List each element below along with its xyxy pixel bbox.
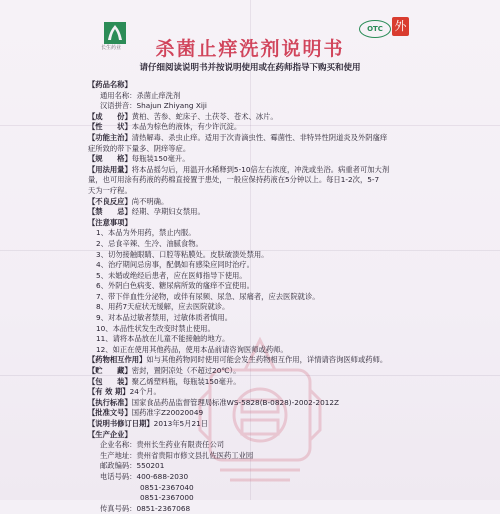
address-label: 生产地址： [100, 450, 137, 460]
otc-badge: OTC [359, 20, 391, 38]
interaction-value: 如与其他药物同时使用可能会发生药物相互作用，详情请咨询医师或药师。 [146, 355, 388, 365]
leaflet-content [88, 80, 428, 514]
package-value: 聚乙烯塑料瓶，每瓶装150毫升。 [131, 376, 241, 386]
postcode-value: 550201 [136, 461, 165, 471]
properties-label: 【性 状】 [88, 122, 132, 132]
postcode-row [88, 461, 428, 472]
function-value-1: 清热解毒、杀虫止痒。适用于次青滴虫性、霉菌性、非特异性阴道炎及外阴瘙痒 [131, 132, 388, 142]
generic-name-row [88, 91, 428, 102]
note-item: 5、未婚或绝经后患者，应在医师指导下使用。 [96, 270, 247, 280]
standard-label: 【执行标准】 [88, 397, 132, 407]
pinyin-value: Shajun Zhiyang Xiji [136, 101, 207, 111]
contra-row [88, 207, 428, 218]
function-label: 【功能主治】 [88, 132, 132, 142]
phone-label: 电话号码： [100, 471, 137, 481]
generic-name-label: 通用名称： [100, 90, 137, 100]
phone-value-1: 400-688-2030 [136, 471, 189, 481]
function-value-2: 症所致的带下量多、阴痒等症。 [88, 143, 191, 153]
standard-row [88, 398, 428, 409]
phone-value-2: 0851-2367040 [140, 482, 194, 492]
note-item: 12、如正在使用其他药品，使用本品前请咨询医师或药师。 [96, 344, 288, 354]
properties-value: 本品为棕色的液体，有少许沉淀。 [131, 122, 242, 132]
pinyin-label: 汉语拼音： [100, 101, 137, 111]
address-row [88, 451, 428, 462]
phone-row [88, 472, 428, 483]
package-label: 【包 装】 [88, 376, 132, 386]
company-value: 贵州长生药业有限责任公司 [136, 440, 225, 450]
usage-label: 【用法用量】 [88, 164, 132, 174]
validity-label: 【有 效 期】 [88, 387, 130, 397]
logo-caption: 长生药业 [101, 45, 122, 51]
storage-label: 【贮 藏】 [88, 366, 132, 376]
approval-row [88, 408, 428, 419]
ingredients-label: 【成 份】 [88, 111, 132, 121]
note-item: 1、本品为外用药，禁止内服。 [96, 228, 196, 238]
spec-value: 每瓶装150毫升。 [131, 154, 190, 164]
note-item: 11、请将本品放在儿童不能接触的地方。 [96, 334, 230, 344]
maker-heading: 【生产企业】 [88, 429, 132, 439]
leaflet-subtitle: 请仔细阅读说明书并按说明使用或在药师指导下购买和使用 [139, 63, 361, 73]
ingredients-value: 黄柏、苦参、蛇床子、土茯苓、苍术、冰片。 [131, 111, 278, 121]
interaction-row [88, 355, 428, 366]
postcode-label: 邮政编码： [100, 461, 137, 471]
note-item: 6、外阴白色病变、糖尿病所致的瘙痒不宜使用。 [96, 281, 254, 291]
company-label: 企业名称： [100, 440, 137, 450]
revision-row [88, 419, 428, 430]
note-item: 8、用药7天症状无缓解，应去医院就诊。 [96, 302, 230, 312]
storage-row [88, 366, 428, 377]
revision-label: 【说明书修订日期】 [88, 419, 154, 428]
fax-value: 0851-2367068 [136, 503, 191, 513]
adverse-label: 【不良反应】 [88, 196, 132, 206]
revision-value: 2013年5月21日 [153, 419, 209, 428]
ingredients-row [88, 112, 428, 123]
properties-row [88, 122, 428, 133]
leaflet-title: 杀菌止痒洗剂说明书 [155, 38, 345, 60]
adverse-value: 尚不明确。 [131, 196, 169, 206]
function-row [88, 133, 428, 144]
storage-value: 密封，置阴凉处（不超过20℃）。 [131, 366, 241, 376]
usage-value-2: 量，也可用涂有药液的药棉直接置于患处，一般应保持药液在5分钟以上。每日1-2次，5-7 [88, 175, 380, 185]
note-item: 4、治疗期间忌房事，配偶如有感染应同时治疗。 [96, 260, 254, 270]
package-row [88, 377, 428, 388]
standard-value: 国家食品药品监督管理局标准WS-5828(B-0828)-2002-2012Z [131, 397, 339, 407]
address-value: 贵州省贵阳市修文县扎佐医药工业园 [136, 450, 254, 460]
usage-value-1: 将本品摇匀后，用温开水稀释到5-10倍左右浓度，冲洗或坐浴。病重者可加大剂 [131, 164, 390, 174]
spec-row [88, 154, 428, 165]
validity-value: 24个月。 [129, 387, 161, 397]
interaction-label: 【药物相互作用】 [88, 355, 147, 365]
note-item: 7、带下伴血性分泌物，或伴有尿频、尿急、尿痛者，应去医院就诊。 [96, 291, 320, 301]
validity-row [88, 387, 428, 398]
fax-label: 传真号码： [100, 503, 137, 513]
company-row [88, 440, 428, 451]
contra-value: 经期、孕期妇女禁用。 [131, 207, 205, 217]
adverse-row [88, 197, 428, 208]
contra-label: 【禁 忌】 [88, 207, 132, 217]
note-item: 9、对本品过敏者禁用，过敏体质者慎用。 [96, 313, 232, 323]
fax-row [88, 504, 428, 514]
note-item: 3、切勿接触眼睛、口腔等粘膜处。皮肤破溃处禁用。 [96, 249, 269, 259]
pinyin-row [88, 101, 428, 112]
section-name-heading: 【药品名称】 [88, 80, 132, 89]
phone-value-3: 0851-2367000 [140, 493, 194, 503]
usage-row [88, 165, 428, 176]
external-use-badge: 外 [392, 17, 409, 36]
approval-value: 国药准字Z20020049 [131, 408, 204, 418]
spec-label: 【规 格】 [88, 154, 132, 164]
approval-label: 【批准文号】 [88, 408, 132, 418]
generic-name-value: 杀菌止痒洗剂 [136, 90, 181, 100]
usage-value-3: 天为一疗程。 [88, 185, 132, 195]
note-item: 2、忌食辛辣、生冷、油腻食物。 [96, 238, 203, 248]
notes-heading: 【注意事项】 [88, 217, 132, 227]
note-item: 10、本品性状发生改变时禁止使用。 [96, 323, 215, 333]
